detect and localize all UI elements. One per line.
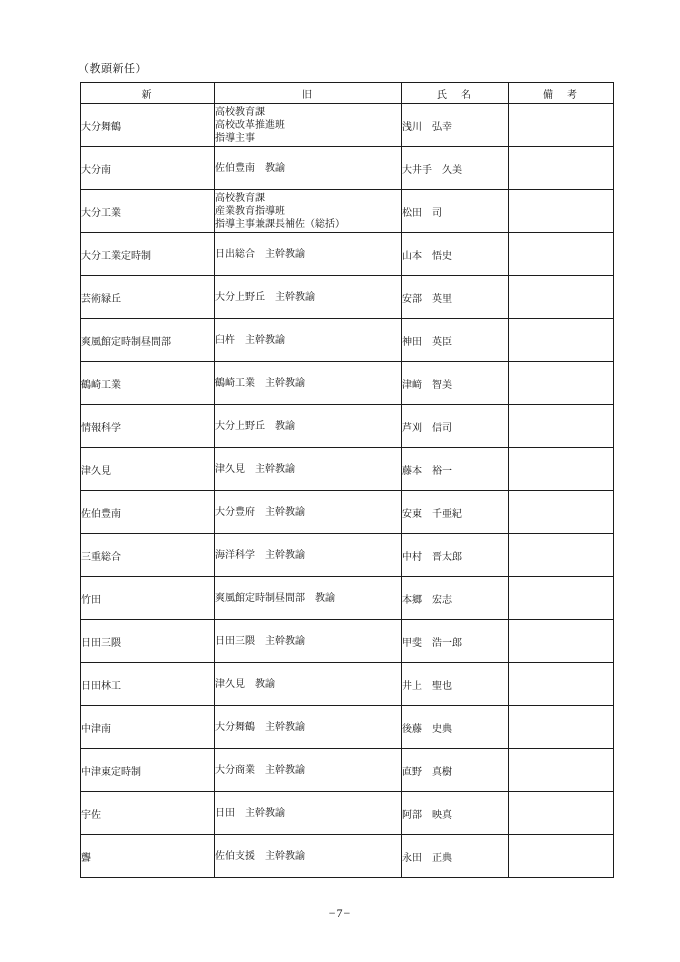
col-header-old: 旧 xyxy=(215,83,402,104)
cell-new-school: 大分工業 xyxy=(81,190,215,233)
old-position-line: 津久見 主幹教諭 xyxy=(215,463,295,475)
cell-person-name: 松田 司 xyxy=(402,190,509,233)
table-row xyxy=(81,233,614,276)
cell-new-school: 大分工業定時制 xyxy=(81,233,215,276)
old-position-line: 日田 主幹教諭 xyxy=(215,807,285,819)
table-row xyxy=(81,620,614,663)
cell-old-position xyxy=(215,319,402,362)
cell-person-name: 藤本 裕一 xyxy=(402,448,509,491)
old-position-line: 大分商業 主幹教諭 xyxy=(215,764,305,776)
old-position-line: 高校改革推進班 xyxy=(215,119,285,131)
cell-new-school: 爽風館定時制昼間部 xyxy=(81,319,215,362)
cell-old-position xyxy=(215,233,402,276)
cell-remarks xyxy=(509,319,614,362)
cell-person-name: 浅川 弘幸 xyxy=(402,104,509,147)
cell-old-position xyxy=(215,749,402,792)
old-position-line: 佐伯支援 主幹教諭 xyxy=(215,850,305,862)
cell-old-position xyxy=(215,405,402,448)
cell-remarks xyxy=(509,620,614,663)
cell-new-school: 鶴崎工業 xyxy=(81,362,215,405)
cell-person-name: 永田 正典 xyxy=(402,835,509,878)
cell-person-name: 大井手 久美 xyxy=(402,147,509,190)
old-position-line: 海洋科学 主幹教諭 xyxy=(215,549,305,561)
cell-remarks xyxy=(509,663,614,706)
table-row xyxy=(81,319,614,362)
cell-old-position xyxy=(215,577,402,620)
col-header-name: 氏 名 xyxy=(402,83,509,104)
cell-person-name: 安部 英里 xyxy=(402,276,509,319)
appointments-table xyxy=(80,82,614,878)
cell-remarks xyxy=(509,577,614,620)
old-position-line: 大分豊府 主幹教諭 xyxy=(215,506,305,518)
section-title: （教頭新任） xyxy=(78,63,147,75)
cell-remarks xyxy=(509,362,614,405)
old-position-line: 日田三隈 主幹教諭 xyxy=(215,635,305,647)
cell-remarks xyxy=(509,190,614,233)
cell-remarks xyxy=(509,233,614,276)
cell-remarks xyxy=(509,448,614,491)
cell-new-school: 日田三隈 xyxy=(81,620,215,663)
table-row xyxy=(81,792,614,835)
cell-person-name: 中村 晋太郎 xyxy=(402,534,509,577)
cell-person-name: 山本 悟史 xyxy=(402,233,509,276)
old-position-line: 大分上野丘 主幹教諭 xyxy=(215,291,315,303)
cell-remarks xyxy=(509,792,614,835)
cell-old-position xyxy=(215,534,402,577)
cell-person-name: 芦刈 信司 xyxy=(402,405,509,448)
cell-new-school: 宇佐 xyxy=(81,792,215,835)
cell-new-school: 大分舞鶴 xyxy=(81,104,215,147)
cell-new-school: 芸術緑丘 xyxy=(81,276,215,319)
cell-old-position xyxy=(215,792,402,835)
cell-new-school: 日田林工 xyxy=(81,663,215,706)
old-position-line: 大分上野丘 教諭 xyxy=(215,420,295,432)
col-header-remarks: 備 考 xyxy=(509,83,614,104)
cell-remarks xyxy=(509,706,614,749)
cell-new-school: 中津南 xyxy=(81,706,215,749)
cell-remarks xyxy=(509,104,614,147)
table-row xyxy=(81,276,614,319)
cell-person-name: 甲斐 浩一郎 xyxy=(402,620,509,663)
table-row xyxy=(81,534,614,577)
cell-new-school: 佐伯豊南 xyxy=(81,491,215,534)
table-row xyxy=(81,663,614,706)
old-position-line: 臼杵 主幹教諭 xyxy=(215,334,285,346)
cell-new-school: 大分南 xyxy=(81,147,215,190)
old-position-line: 高校教育課 xyxy=(215,106,265,118)
old-position-line: 佐伯豊南 教諭 xyxy=(215,162,285,174)
cell-person-name: 阿部 映真 xyxy=(402,792,509,835)
cell-remarks xyxy=(509,491,614,534)
cell-person-name: 津﨑 智美 xyxy=(402,362,509,405)
cell-old-position xyxy=(215,448,402,491)
cell-new-school: 竹田 xyxy=(81,577,215,620)
table-row xyxy=(81,448,614,491)
cell-old-position xyxy=(215,706,402,749)
cell-old-position xyxy=(215,276,402,319)
table-row xyxy=(81,835,614,878)
cell-new-school: 聾 xyxy=(81,835,215,878)
table-row xyxy=(81,491,614,534)
cell-old-position xyxy=(215,104,402,147)
cell-remarks xyxy=(509,749,614,792)
col-header-new: 新 xyxy=(81,83,215,104)
cell-person-name: 井上 聖也 xyxy=(402,663,509,706)
cell-remarks xyxy=(509,276,614,319)
table-row xyxy=(81,104,614,147)
old-position-line: 鶴崎工業 主幹教諭 xyxy=(215,377,305,389)
table-row xyxy=(81,749,614,792)
cell-remarks xyxy=(509,835,614,878)
old-position-line: 津久見 教諭 xyxy=(215,678,275,690)
cell-remarks xyxy=(509,405,614,448)
old-position-line: 爽風館定時制昼間部 教諭 xyxy=(215,592,335,604)
cell-person-name: 本郷 宏志 xyxy=(402,577,509,620)
table-row xyxy=(81,147,614,190)
table-row xyxy=(81,706,614,749)
cell-new-school: 三重総合 xyxy=(81,534,215,577)
cell-remarks xyxy=(509,534,614,577)
cell-old-position xyxy=(215,147,402,190)
old-position-line: 大分舞鶴 主幹教諭 xyxy=(215,721,305,733)
old-position-line: 日出総合 主幹教諭 xyxy=(215,248,305,260)
cell-new-school: 津久見 xyxy=(81,448,215,491)
old-position-line: 高校教育課 xyxy=(215,192,265,204)
table-row xyxy=(81,577,614,620)
old-position-line: 産業教育指導班 xyxy=(215,205,285,217)
cell-person-name: 安東 千亜紀 xyxy=(402,491,509,534)
old-position-line: 指導主事 xyxy=(215,132,255,144)
cell-old-position xyxy=(215,835,402,878)
cell-remarks xyxy=(509,147,614,190)
cell-old-position xyxy=(215,620,402,663)
cell-old-position xyxy=(215,663,402,706)
cell-new-school: 中津東定時制 xyxy=(81,749,215,792)
old-position-line: 指導主事兼課長補佐（総括） xyxy=(215,218,345,230)
cell-old-position xyxy=(215,190,402,233)
cell-person-name: 神田 英臣 xyxy=(402,319,509,362)
cell-old-position xyxy=(215,491,402,534)
table-row xyxy=(81,405,614,448)
cell-person-name: 後藤 史典 xyxy=(402,706,509,749)
table-row xyxy=(81,190,614,233)
cell-old-position xyxy=(215,362,402,405)
cell-person-name: 直野 真樹 xyxy=(402,749,509,792)
table-row xyxy=(81,362,614,405)
page-number: −7− xyxy=(328,906,352,920)
cell-new-school: 情報科学 xyxy=(81,405,215,448)
header-row xyxy=(81,83,614,104)
